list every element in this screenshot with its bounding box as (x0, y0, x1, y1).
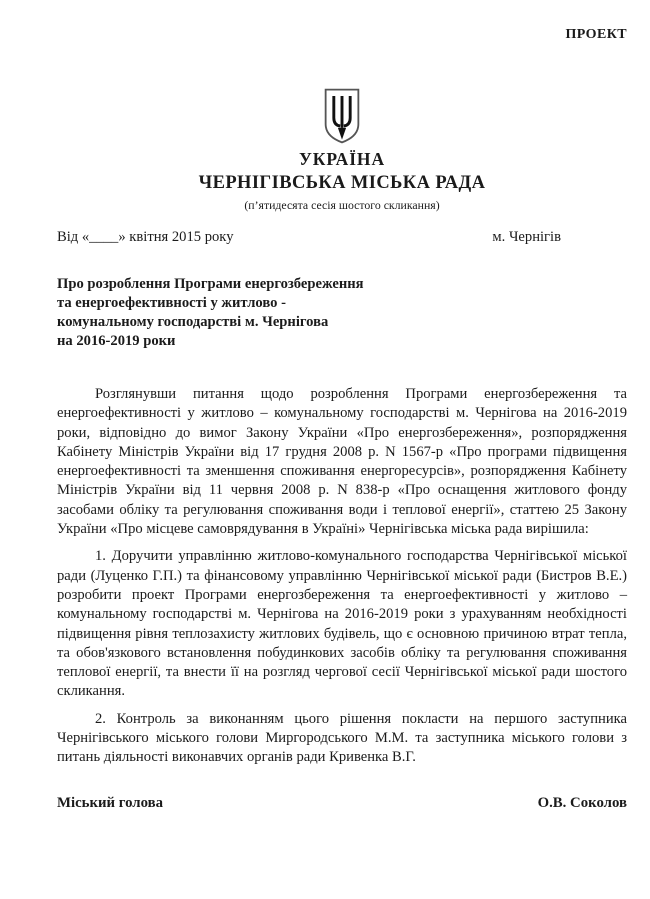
dateline (57, 228, 627, 247)
dateline-place: м. Чернігів (492, 229, 561, 245)
subject-block (57, 275, 627, 351)
subject-line: Про розроблення Програми енергозбереження (57, 276, 364, 292)
emblem-container (57, 87, 627, 145)
subject-line: на 2016-2019 роки (57, 333, 176, 349)
body-paragraph-item-2: 2. Контроль за виконанням цього рішення покласти на першого заступника Чернігівського міського голови Миргородського М.М. та заступника міського голови з питань діяльності виконавчих органів ради Кривенка В.Г. (57, 710, 627, 766)
ukraine-trident-icon (322, 87, 362, 145)
header-country: УКРАЇНА (299, 149, 385, 169)
header-session-note: (п’ятидесята сесія шостого скликання) (244, 198, 440, 212)
header-organization: ЧЕРНІГІВСЬКА МІСЬКА РАДА (198, 173, 486, 193)
dateline-date: Від «____» квітня 2015 року (57, 229, 234, 245)
subject-line: та енергоефективності у житлово - (57, 295, 286, 311)
signature-row (57, 794, 627, 813)
body-paragraph-item-1: 1. Доручити управлінню житлово-комунального господарства Чернігівської міської ради (Луценко Г.П.) та фінансовому управлінню Чернігівської міської ради (Бистров В.Е.) розробити проект Програми енергозбереження та енергоефективності у житлово – комунальному господарстві м. Чернігова на 2016-2019 роки з урахуванням необхідності підвищення рівня теплозахисту житлових будівель, що є основною причиною втрат тепла, та обов'язкового встановлення побудинкових засобів обліку та регулювання споживання теплової енергії, та внести її на розгляд чергової сесії Чернігівської міської ради шостого скликання. (57, 548, 627, 700)
signature-name: О.В. Соколов (537, 794, 627, 811)
body-text (57, 385, 627, 768)
body-paragraph-preamble: Розглянувши питання щодо розроблення Програми енергозбереження та енергоефективності у житлово – комунальному господарстві м. Чернігова на 2016-2019 роки, відповідно до вимог Закону України «Про енергозбереження», розпорядження Кабінету Міністрів України від 17 грудня 2008 р. N 1567-р «Про програми підвищення енергоефективності та зменшення споживання енергоресурсів», розпорядження Кабінету Міністрів України від 11 червня 2008 р. N 838-р «Про оснащення житлового фонду засобами обліку та регулювання споживання води і теплової енергії», статтею 25 Закону України «Про місцеве самоврядування в Україні» Чернігівська міська рада вирішила: (57, 386, 627, 538)
signature-position: Міський голова (57, 794, 164, 811)
subject-line: комунальному господарстві м. Чернігова (57, 314, 329, 330)
draft-label: ПРОЕКТ (565, 27, 627, 42)
